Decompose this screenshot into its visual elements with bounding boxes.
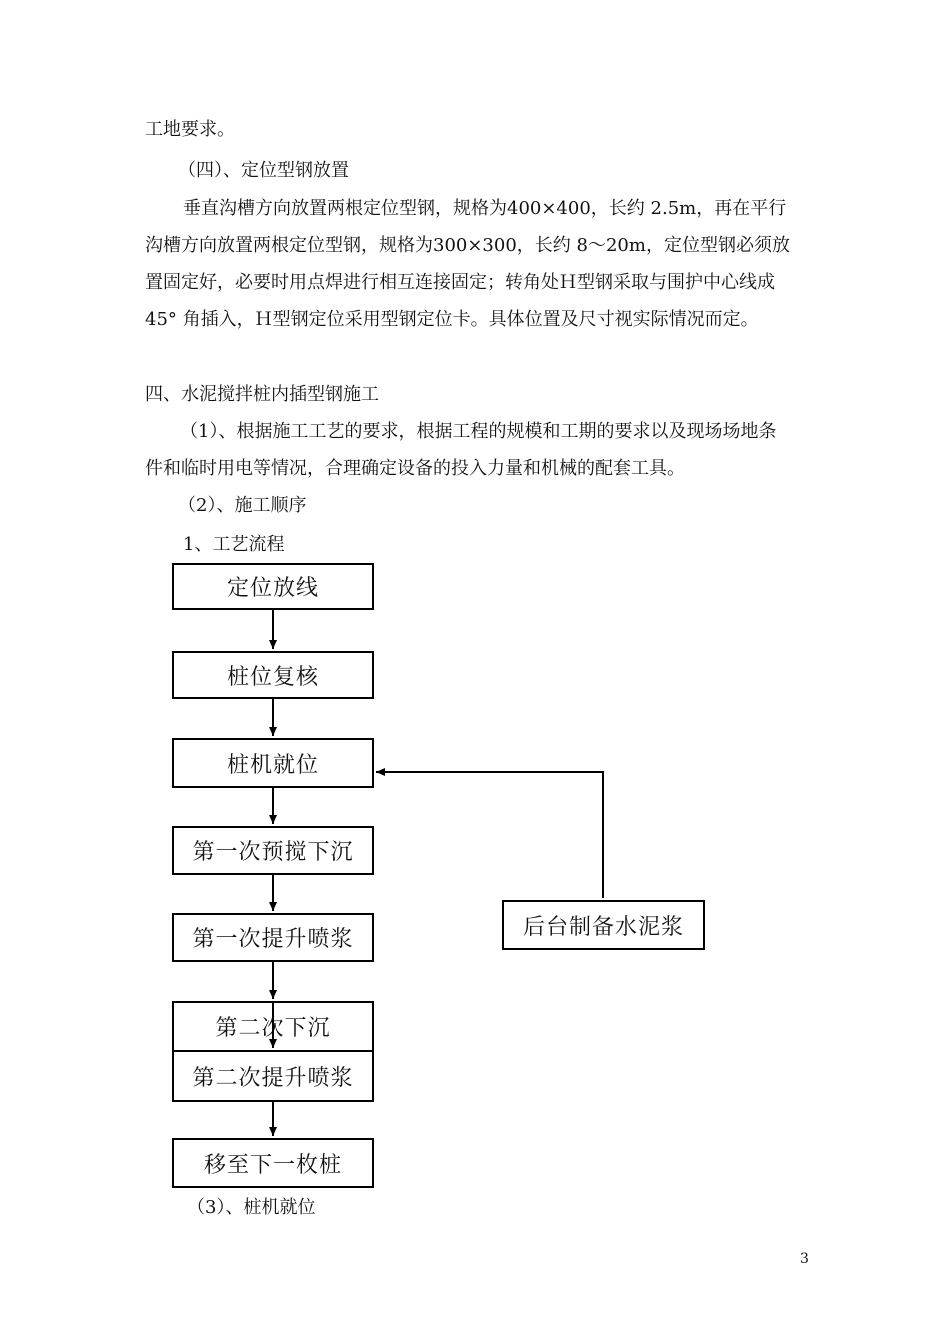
- flow-step-first-sink: 第一次预搅下沉: [172, 826, 374, 875]
- text-line: 工地要求。: [145, 119, 235, 140]
- subsection-heading: （3）、桩机就位: [187, 1197, 316, 1218]
- flow-step-second-lift: 第二次提升喷浆: [172, 1050, 374, 1102]
- text-line: 45° 角插入，Ｈ型钢定位采用型钢定位卡。具体位置及尺寸视实际情况而定。: [145, 309, 759, 330]
- flow-step-first-lift: 第一次提升喷浆: [172, 913, 374, 962]
- page-number: 3: [800, 1251, 809, 1267]
- flow-step-next-pile: 移至下一枚桩: [172, 1138, 374, 1188]
- text-line: 沟槽方向放置两根定位型钢，规格为300×300，长约 8～20m，定位型钢必须放: [145, 235, 790, 256]
- text-line: 件和临时用电等情况，合理确定设备的投入力量和机械的配套工具。: [145, 458, 685, 479]
- text-line: 置固定好，必要时用点焊进行相互连接固定；转角处Ｈ型钢采取与围护中心线成: [145, 272, 775, 293]
- flow-step-rig-position: 桩机就位: [172, 738, 374, 788]
- flow-side-cement-slurry: 后台制备水泥浆: [502, 900, 705, 950]
- text-line: （1）、根据施工工艺的要求，根据工程的规模和工期的要求以及现场场地条: [180, 421, 777, 442]
- subsection-heading: （2）、施工顺序: [178, 495, 307, 516]
- text-line: 垂直沟槽方向放置两根定位型钢，规格为400×400，长约 2.5m，再在平行: [183, 198, 787, 219]
- subsection-heading: （四）、定位型钢放置: [178, 160, 349, 181]
- section-heading: 四、水泥搅拌桩内插型钢施工: [145, 384, 379, 405]
- flow-step-second-sink: 第二次下沉: [172, 1001, 374, 1052]
- subsection-heading: 1、工艺流程: [183, 534, 285, 555]
- flow-step-recheck: 桩位复核: [172, 651, 374, 699]
- flow-step-locate: 定位放线: [172, 563, 374, 610]
